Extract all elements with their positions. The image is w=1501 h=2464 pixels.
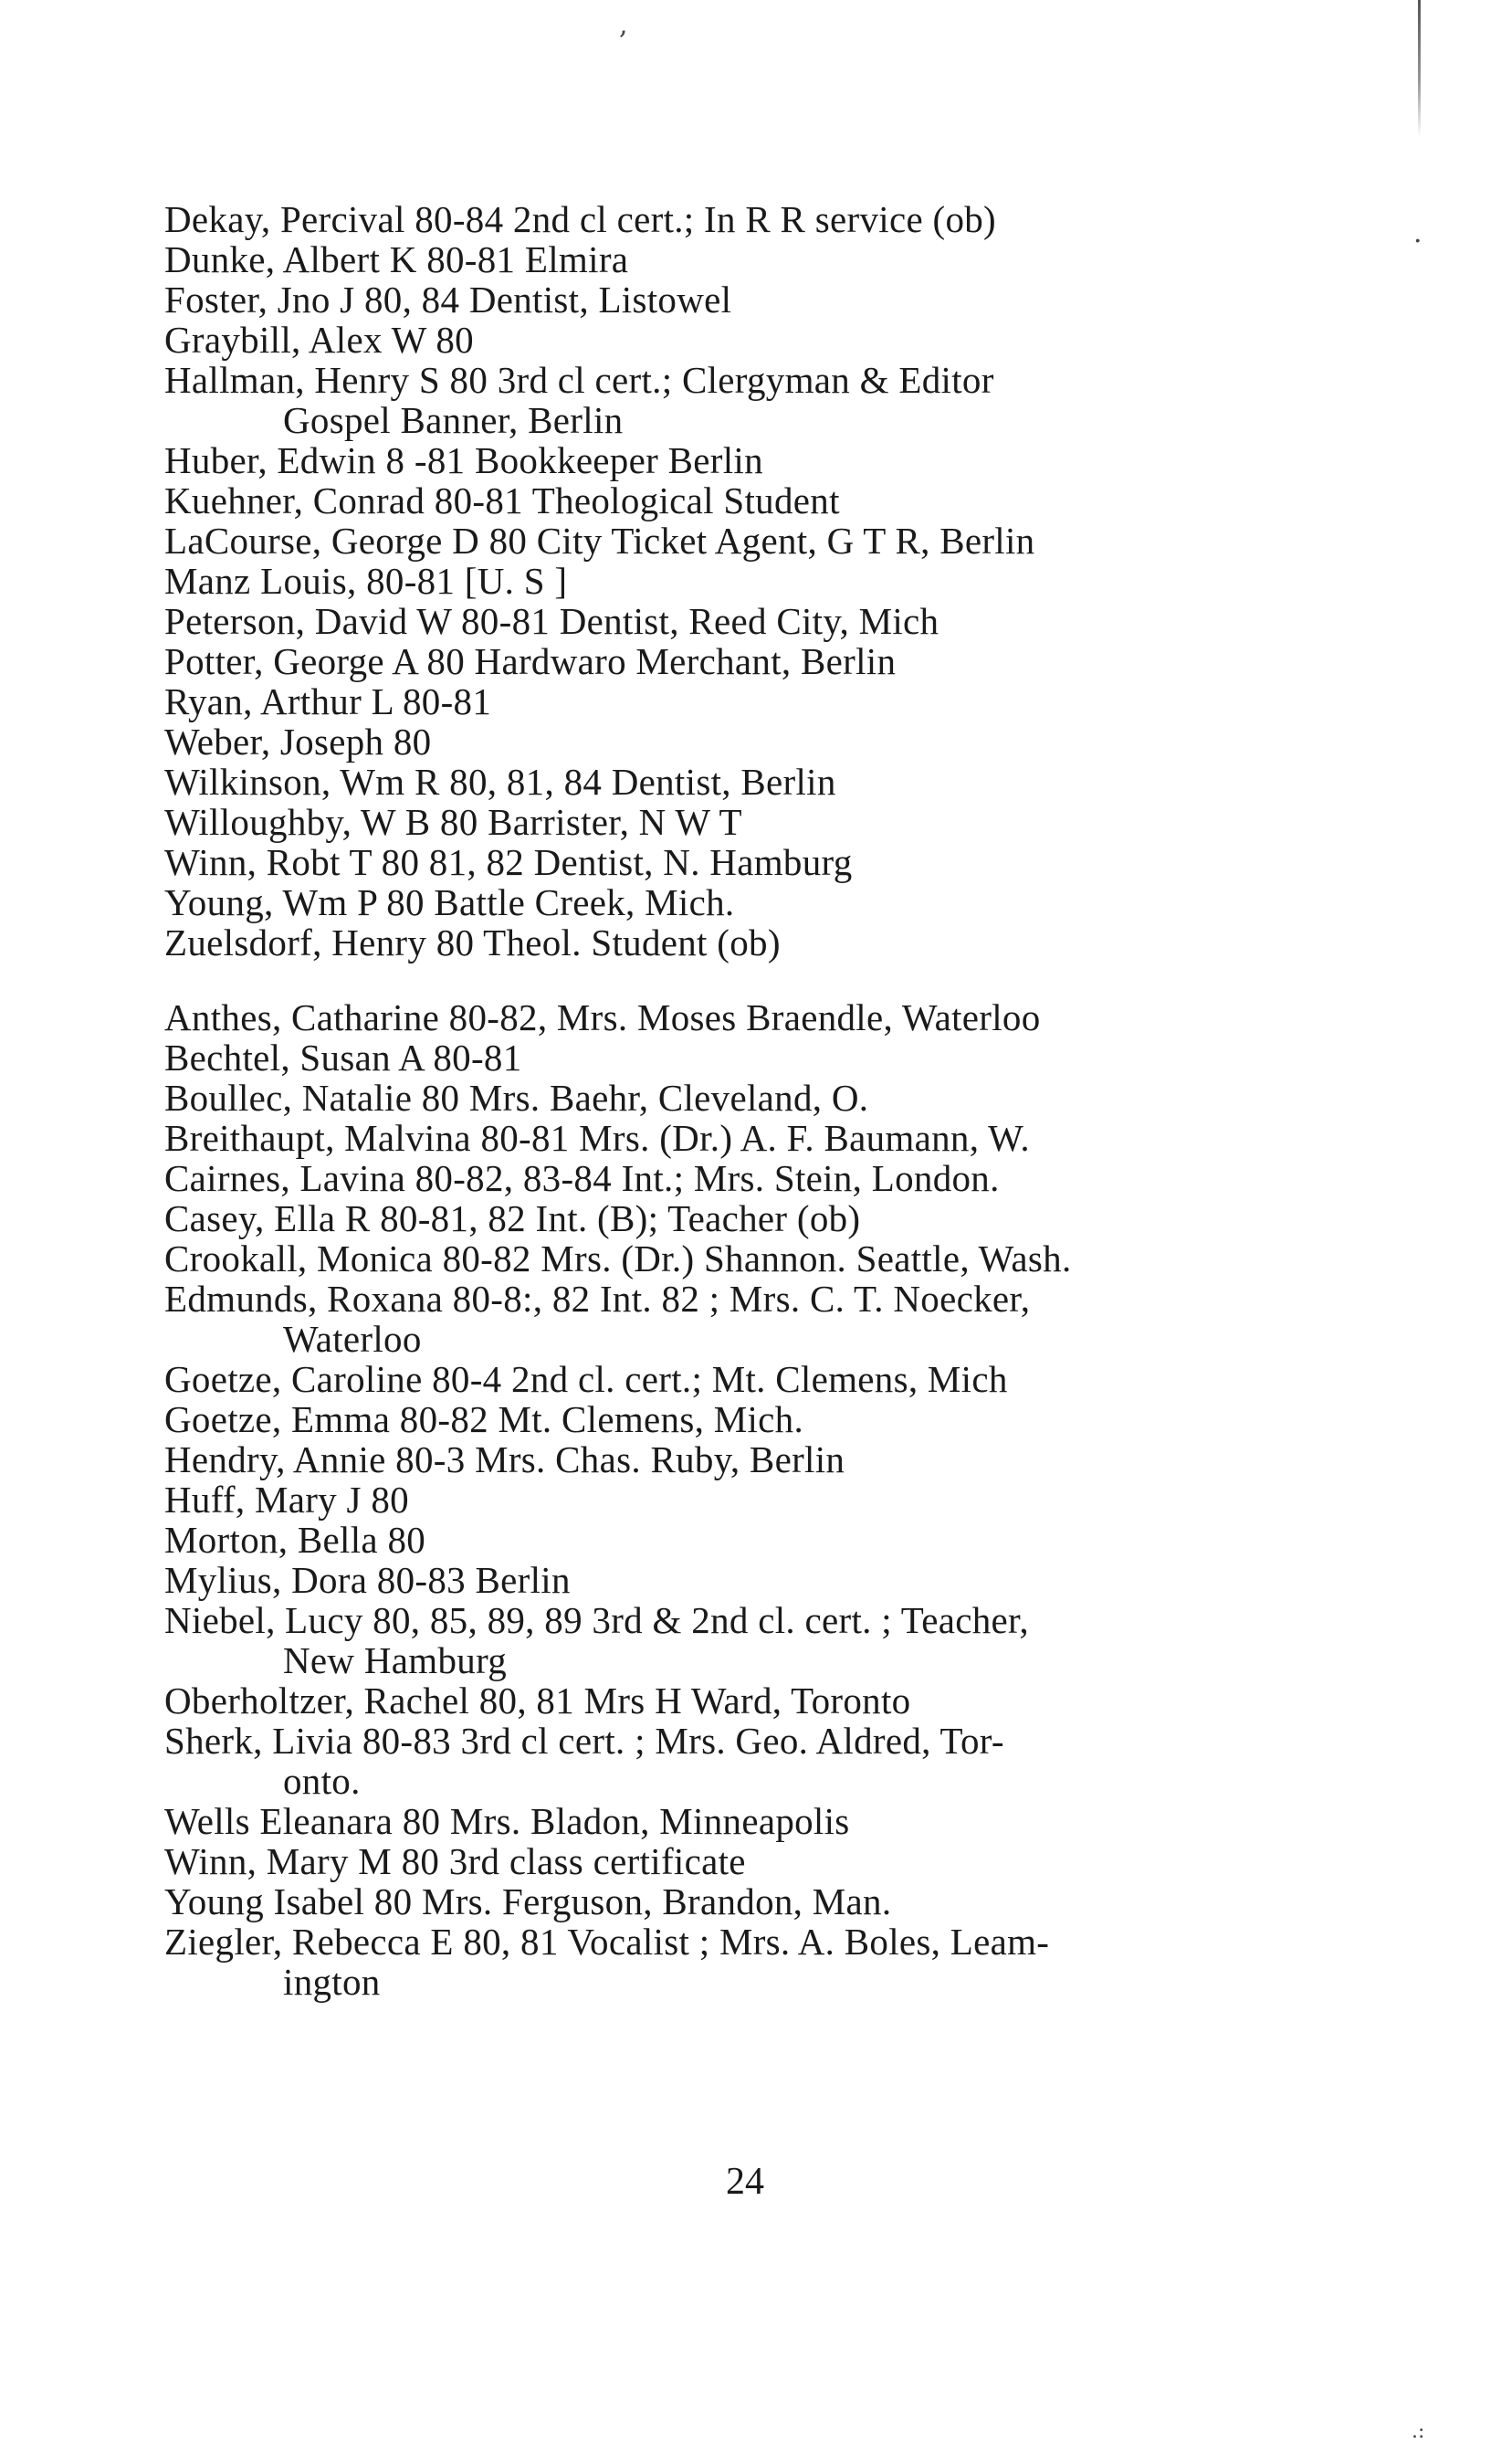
entry-line-continuation: onto. [283, 1760, 361, 1802]
entry-line-continuation: New Hamburg [283, 1639, 508, 1681]
entry-line: Casey, Ella R 80-81, 82 Int. (B); Teacher (ob) [164, 1197, 861, 1239]
entry-line: Ziegler, Rebecca E 80, 81 Vocalist ; Mrs. A. Boles, Leam- [164, 1921, 1050, 1963]
entry-line: Kuehner, Conrad 80-81 Theological Student [164, 479, 840, 521]
entry-line: Hallman, Henry S 80 3rd cl cert.; Clergyman & Editor [164, 359, 994, 401]
entry-line: Crookall, Monica 80-82 Mrs. (Dr.) Shannon. Seattle, Wash. [164, 1237, 1072, 1279]
entry-line: Huber, Edwin 8 -81 Bookkeeper Berlin [164, 439, 763, 481]
page-edge-mark [1418, 0, 1421, 137]
entry-line: LaCourse, George D 80 City Ticket Agent, G T R, Berlin [164, 520, 1035, 562]
entry-line: Huff, Mary J 80 [164, 1479, 409, 1521]
entry-line: Manz Louis, 80-81 [U. S ] [164, 560, 568, 602]
entry-line: Graybill, Alex W 80 [164, 319, 474, 361]
entry-line: Hendry, Annie 80-3 Mrs. Chas. Ruby, Berlin [164, 1438, 845, 1480]
entry-line-continuation: ington [283, 1961, 381, 2003]
entry-line: Breithaupt, Malvina 80-81 Mrs. (Dr.) A. F. Baumann, W. [164, 1117, 1030, 1159]
entry-line: Wilkinson, Wm R 80, 81, 84 Dentist, Berlin [164, 761, 836, 803]
entry-line-continuation: Gospel Banner, Berlin [283, 399, 624, 441]
entry-line: Willoughby, W B 80 Barrister, N W T [164, 801, 742, 843]
entry-line: Goetze, Emma 80-82 Mt. Clemens, Mich. [164, 1398, 803, 1440]
entry-line: Weber, Joseph 80 [164, 721, 432, 763]
entry-line: Young, Wm P 80 Battle Creek, Mich. [164, 881, 735, 923]
entry-line: Anthes, Catharine 80-82, Mrs. Moses Braendle, Waterloo [164, 996, 1041, 1038]
entry-line: Young Isabel 80 Mrs. Ferguson, Brandon, Man. [164, 1880, 892, 1922]
entry-line: Edmunds, Roxana 80-8:, 82 Int. 82 ; Mrs. C. T. Noecker, [164, 1278, 1031, 1320]
entry-line: Bechtel, Susan A 80-81 [164, 1037, 522, 1079]
entry-line: Oberholtzer, Rachel 80, 81 Mrs H Ward, Toronto [164, 1680, 911, 1722]
ink-speck: , [619, 9, 628, 41]
entry-line: Sherk, Livia 80-83 3rd cl cert. ; Mrs. Geo. Aldred, Tor- [164, 1720, 1004, 1762]
entry-line: Foster, Jno J 80, 84 Dentist, Listowel [164, 279, 732, 321]
entry-line: Ryan, Arthur L 80-81 [164, 680, 492, 722]
entry-line: Boullec, Natalie 80 Mrs. Baehr, Cleveland, O. [164, 1077, 869, 1119]
entry-line: Dekay, Percival 80-84 2nd cl cert.; In R R service (ob) [164, 198, 996, 240]
entry-line: Zuelsdorf, Henry 80 Theol. Student (ob) [164, 921, 781, 963]
entry-line-continuation: Waterloo [283, 1318, 422, 1360]
entry-line: Winn, Robt T 80 81, 82 Dentist, N. Hamburg [164, 841, 853, 883]
entry-line: Morton, Bella 80 [164, 1519, 426, 1561]
entry-line: Niebel, Lucy 80, 85, 89, 89 3rd & 2nd cl. cert. ; Teacher, [164, 1599, 1029, 1641]
entry-line: Goetze, Caroline 80-4 2nd cl. cert.; Mt. Clemens, Mich [164, 1358, 1008, 1400]
entry-line: Mylius, Dora 80-83 Berlin [164, 1559, 571, 1601]
entry-line: Wells Eleanara 80 Mrs. Bladon, Minneapolis [164, 1800, 850, 1842]
entry-line: Potter, George A 80 Hardwaro Merchant, Berlin [164, 640, 897, 682]
entry-line: Winn, Mary M 80 3rd class certificate [164, 1840, 746, 1882]
ink-speck: . [1413, 217, 1422, 249]
page-number: 24 [726, 2161, 764, 2203]
entry-line: Peterson, David W 80-81 Dentist, Reed City, Mich [164, 600, 939, 642]
ink-speck: .: [1412, 2420, 1425, 2443]
entry-line: Cairnes, Lavina 80-82, 83-84 Int.; Mrs. Stein, London. [164, 1157, 1000, 1199]
entry-line: Dunke, Albert K 80-81 Elmira [164, 238, 629, 280]
